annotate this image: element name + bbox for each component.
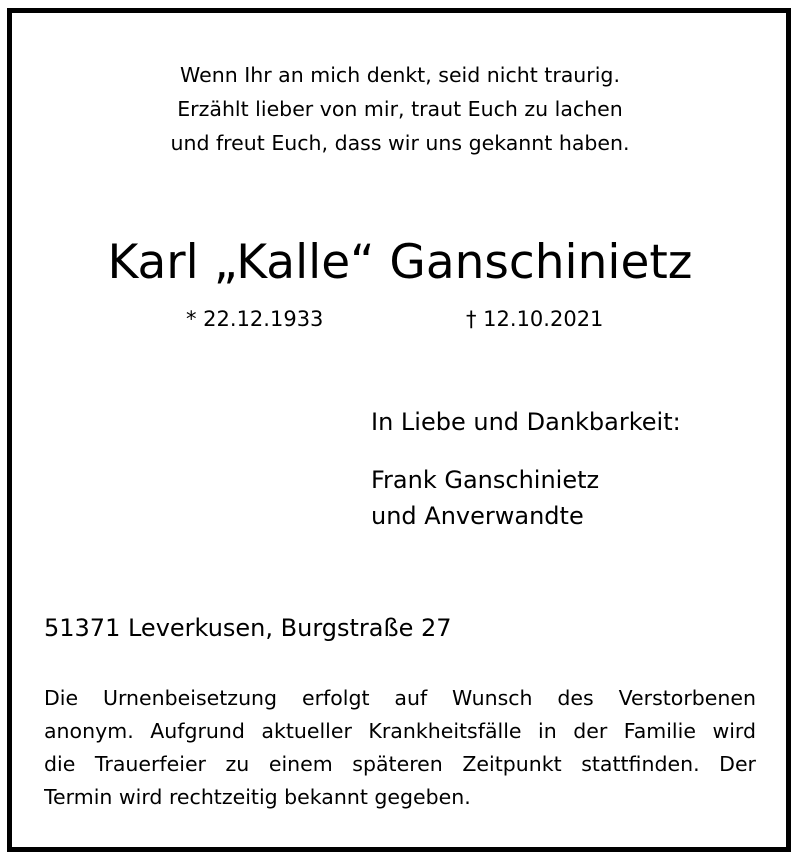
poem-line: und freut Euch, dass wir uns gekannt haben.: [170, 131, 630, 155]
poem-line: Wenn Ihr an mich denkt, seid nicht traurig.: [180, 63, 620, 87]
notice-line: Die Urnenbeisetzung erfolgt auf Wunsch des Verstorbenen: [44, 686, 756, 710]
memorial-poem: [0, 58, 800, 160]
death-date: † 12.10.2021: [466, 307, 604, 331]
poem-line: Erzählt lieber von mir, traut Euch zu lachen: [177, 97, 623, 121]
dedication-line: In Liebe und Dankbarkeit:: [371, 408, 681, 436]
funeral-notice: [44, 682, 756, 814]
family-address: 51371 Leverkusen, Burgstraße 27: [44, 614, 452, 642]
notice-line: Termin wird rechtzeitig bekannt gegeben.: [44, 785, 471, 809]
mourner-name: Frank Ganschinietz: [371, 466, 600, 494]
notice-line: anonym. Aufgrund aktueller Krankheitsfälle in der Familie wird: [44, 719, 756, 743]
mourner-names: [371, 462, 599, 534]
mourner-name: und Anverwandte: [371, 502, 584, 530]
birth-date: * 22.12.1933: [186, 307, 324, 331]
notice-line: die Trauerfeier zu einem späteren Zeitpunkt stattfinden. Der: [44, 752, 756, 776]
deceased-name: Karl „Kalle“ Ganschinietz: [107, 235, 693, 290]
